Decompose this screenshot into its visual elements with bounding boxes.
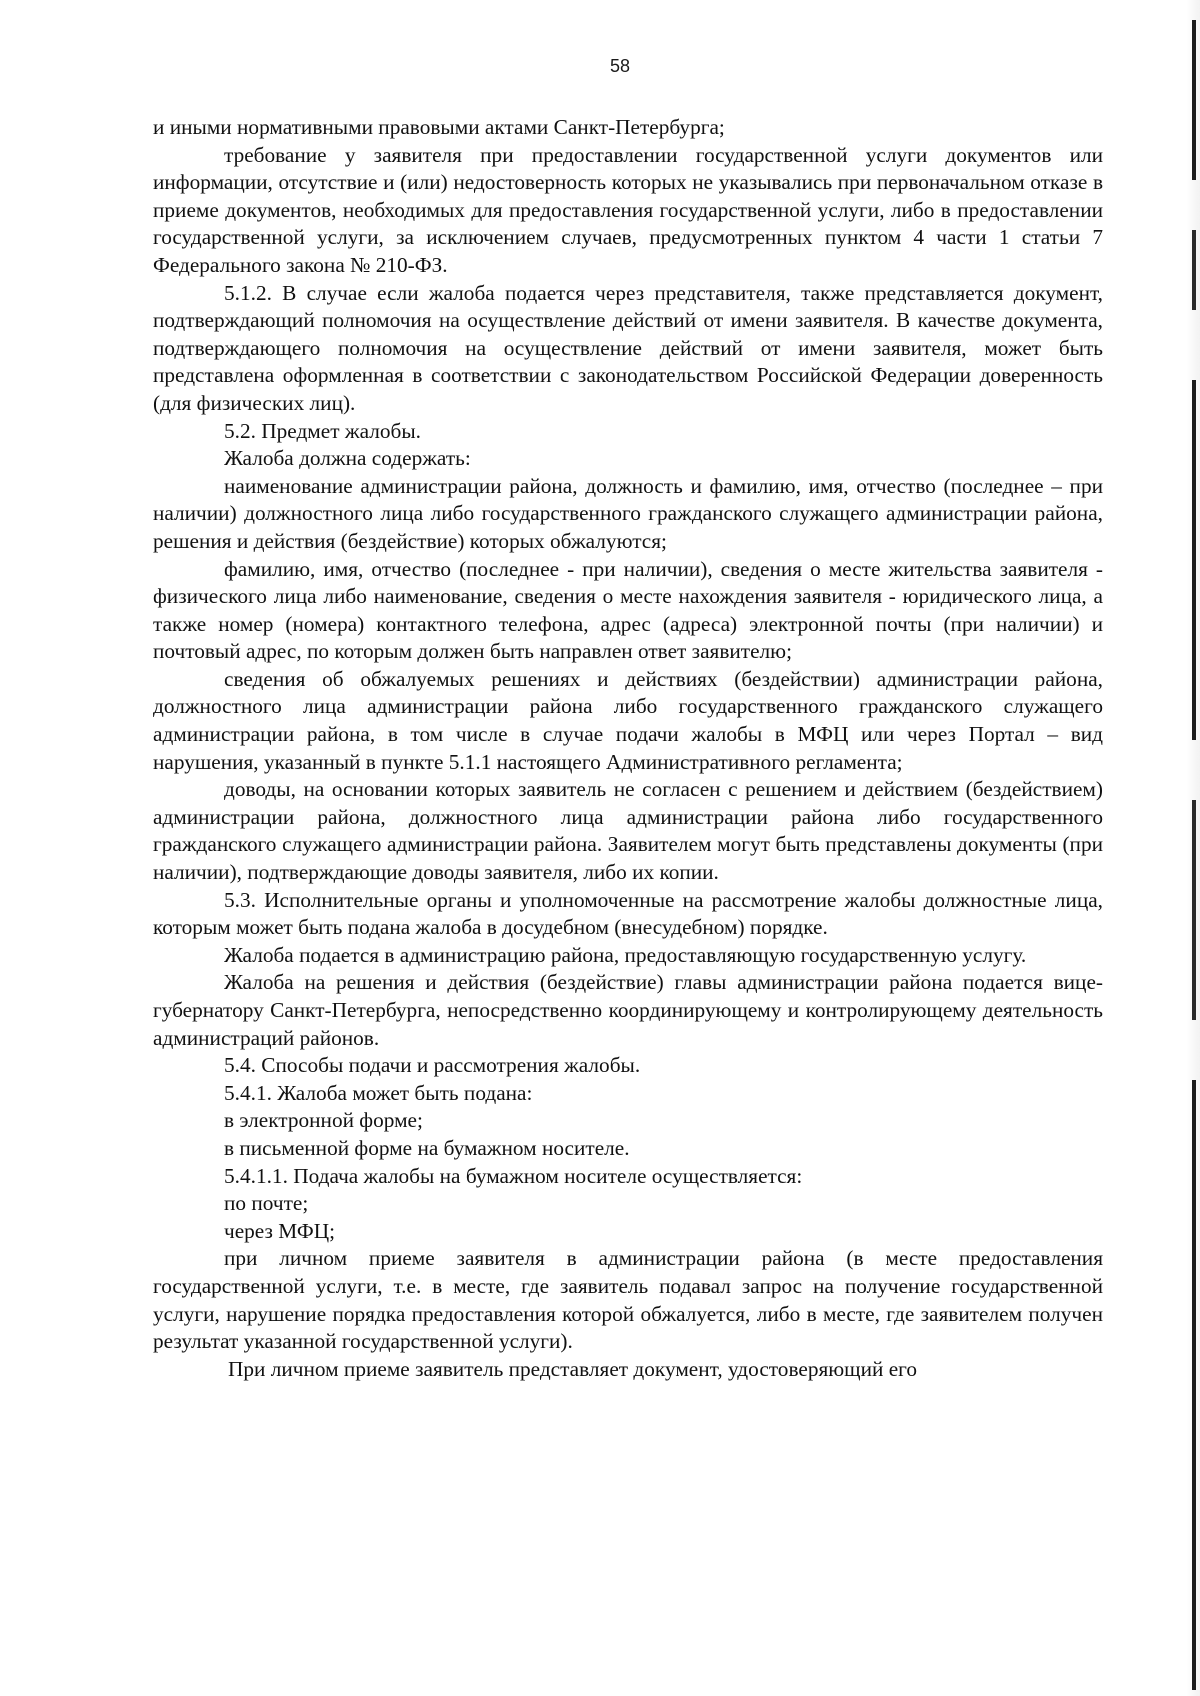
- document-body: [153, 114, 1103, 1383]
- paragraph: 5.1.2. В случае если жалоба подается через представителя, также представляется документ, подтверждающий полномочия на осуществление действий от имени заявителя. В качестве документа, подтверждающего полномочия на осуществление действий от имени заявителя, может быть представлена оформленная в соответствии с законодательством Российской Федерации доверенность (для физических лиц).: [153, 280, 1103, 415]
- list-item: по почте;: [224, 1191, 309, 1216]
- list-item: доводы, на основании которых заявитель не согласен с решением и действием (бездействием) администрации района, должностного лица администрации района либо государственного гражданского служащего администрации района. Заявителем могут быть представлены документы (при наличии), подтверждающие доводы заявителя, либо их копии.: [153, 777, 1103, 885]
- paragraph: и иными нормативными правовыми актами Санкт-Петербурга;: [153, 115, 725, 139]
- section-heading: 5.2. Предмет жалобы.: [224, 418, 421, 443]
- section-heading: 5.4. Способы подачи и рассмотрения жалобы.: [224, 1053, 641, 1078]
- list-item: наименование администрации района, должность и фамилию, имя, отчество (последнее – при наличии) должностного лица либо государственного гражданского служащего администрации района, решения и действия (бездействие) которых обжалуются;: [153, 473, 1103, 553]
- list-item: фамилию, имя, отчество (последнее - при наличии), сведения о месте жительства заявителя - физического лица либо наименование, сведения о месте нахождения заявителя - юридического лица, а также номер (номера) контактного телефона, адрес (адреса) электронной почты (при наличии) и почтовый адрес, по которым должен быть направлен ответ заявителю;: [153, 556, 1103, 664]
- list-item: через МФЦ;: [224, 1218, 336, 1243]
- scan-edge-line: [1192, 20, 1196, 1690]
- section-heading: 5.3. Исполнительные органы и уполномоченные на рассмотрение жалобы должностные лица, которым может быть подана жалоба в досудебном (внесудебном) порядке.: [153, 887, 1103, 940]
- list-item: сведения об обжалуемых решениях и действиях (бездействии) администрации района, должностного лица администрации района либо государственного гражданского служащего администрации района, в том числе в случае подачи жалобы в МФЦ или через Портал – вид нарушения, указанный в пункте 5.1.1 настоящего Административного регламента;: [153, 666, 1103, 774]
- paragraph: Жалоба на решения и действия (бездействие) главы администрации района подается вице-губернатору Санкт-Петербурга, непосредственно координирующему и контролирующему деятельность администраций районов.: [153, 970, 1103, 1050]
- paragraph: Жалоба подается в администрацию района, предоставляющую государственную услугу.: [224, 942, 1027, 967]
- list-item: при личном приеме заявителя в администрации района (в месте предоставления государственной услуги, т.е. в месте, где заявитель подавал запрос на получение государственной услуги, нарушение порядка предоставления которой обжалуется, либо в месте, где заявителем получен результат указанной государственной услуги).: [153, 1246, 1103, 1354]
- paragraph: требование у заявителя при предоставлении государственной услуги документов или информации, отсутствие и (или) недостоверность которых не указывались при первоначальном отказе в приеме документов, необходимых для предоставления государственной услуги, либо в предоставлении государственной услуги, за исключением случаев, предусмотренных пунктом 4 части 1 статьи 7 Федерального закона № 210-ФЗ.: [153, 142, 1103, 277]
- paragraph: При личном приеме заявитель представляет документ, удостоверяющий его: [228, 1356, 918, 1381]
- paragraph: 5.4.1. Жалоба может быть подана:: [224, 1080, 533, 1105]
- page-number: 58: [609, 56, 631, 76]
- paragraph: 5.4.1.1. Подача жалобы на бумажном носителе осуществляется:: [224, 1163, 803, 1188]
- paragraph: Жалоба должна содержать:: [224, 446, 471, 471]
- list-item: в письменной форме на бумажном носителе.: [224, 1135, 630, 1160]
- list-item: в электронной форме;: [224, 1108, 423, 1133]
